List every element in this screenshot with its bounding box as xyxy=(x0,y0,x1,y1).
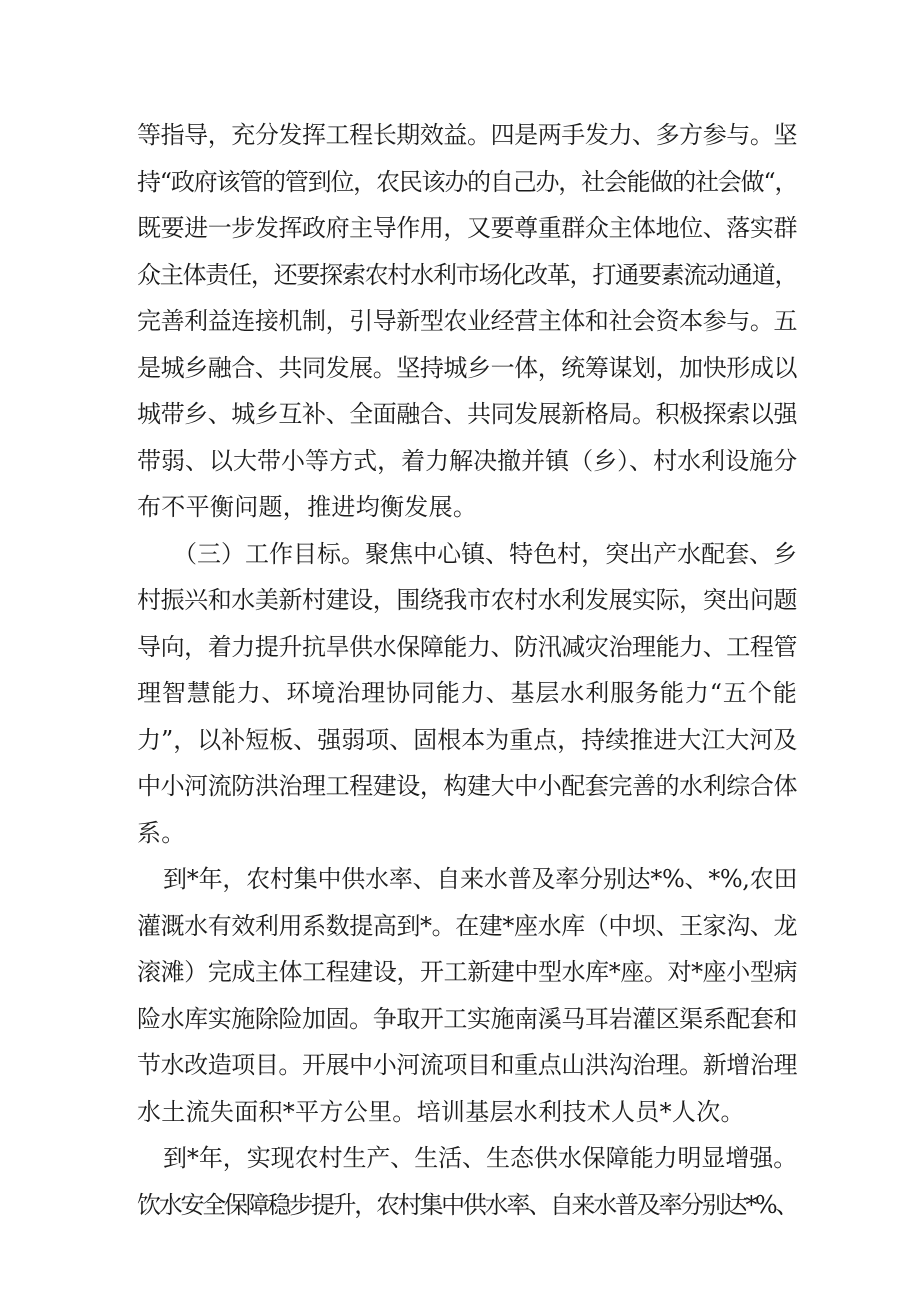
text-line: 带弱、以大带小等方式，着力解决撤并镇（乡）、村水利设施分 xyxy=(137,446,797,475)
document-body xyxy=(137,112,797,1228)
text-line: 水土流失面积*平方公里。培训基层水利技术人员*人次。 xyxy=(137,1097,745,1126)
text-line: 持“政府该管的管到位，农民该办的自己办，社会能做的社会做“， xyxy=(137,167,797,196)
paragraph-work-goals-body xyxy=(137,577,797,856)
paragraph-target-year-1-body xyxy=(137,903,797,1136)
paragraph-work-goals xyxy=(137,531,797,578)
text-line: 到*年，实现农村生产、生活、生态供水保障能力明显增强。 xyxy=(163,1144,797,1172)
text-line: 中小河流防洪治理工程建设，构建大中小配套完善的水利综合体 xyxy=(137,772,797,800)
text-line: 众主体责任，还要探索农村水利市场化改革，打通要素流动通道， xyxy=(137,260,797,289)
text-line: 滚滩）完成主体工程建设，开工新建中型水库*座。对*座小型病 xyxy=(137,958,797,986)
text-line: 力”，以补短板、强弱项、固根本为重点，持续推进大江大河及 xyxy=(137,725,797,754)
text-line: 等指导，充分发挥工程长期效益。四是两手发力、多方参与。坚 xyxy=(137,121,797,149)
text-line: 到*年，农村集中供水率、自来水普及率分别达*%、*%,农田 xyxy=(163,865,797,893)
text-line: 饮水安全保障稳步提升，农村集中供水率、自来水普及率分别达*%、 xyxy=(137,1190,797,1219)
text-line: 布不平衡问题，推进均衡发展。 xyxy=(137,493,478,521)
text-line: 城带乡、城乡互补、全面融合、共同发展新格局。积极探索以强 xyxy=(137,400,797,428)
paragraph-target-year-2-body xyxy=(137,1182,797,1229)
text-line: 村振兴和水美新村建设，围绕我市农村水利发展实际，突出问题 xyxy=(137,586,797,614)
paragraph-principles xyxy=(137,112,797,531)
text-line: 险水库实施除险加固。争取开工实施南溪马耳岩灌区渠系配套和 xyxy=(137,1004,797,1033)
text-line: 既要进一步发挥政府主导作用，又要尊重群众主体地位、落实群 xyxy=(137,214,797,242)
text-line: 系。 xyxy=(137,818,186,847)
text-line: （三）工作目标。聚焦中心镇、特色村，突出产水配套、乡 xyxy=(173,539,797,568)
text-line: 理智慧能力、环境治理协同能力、基层水利服务能力“五个能 xyxy=(137,679,797,707)
paragraph-target-year-2 xyxy=(137,1135,797,1182)
text-line: 导向，着力提升抗旱供水保障能力、防汛减灾治理能力、工程管 xyxy=(137,632,797,661)
paragraph-target-year-1 xyxy=(137,856,797,903)
text-line: 完善利益连接机制，引导新型农业经营主体和社会资本参与。五 xyxy=(137,307,797,335)
text-line: 灌溉水有效利用系数提高到*。在建*座水库（中坝、王家沟、龙 xyxy=(137,911,797,940)
text-line: 节水改造项目。开展中小河流项目和重点山洪沟治理。新增治理 xyxy=(137,1051,797,1079)
text-line: 是城乡融合、共同发展。坚持城乡一体，统筹谋划，加快形成以 xyxy=(137,353,797,382)
